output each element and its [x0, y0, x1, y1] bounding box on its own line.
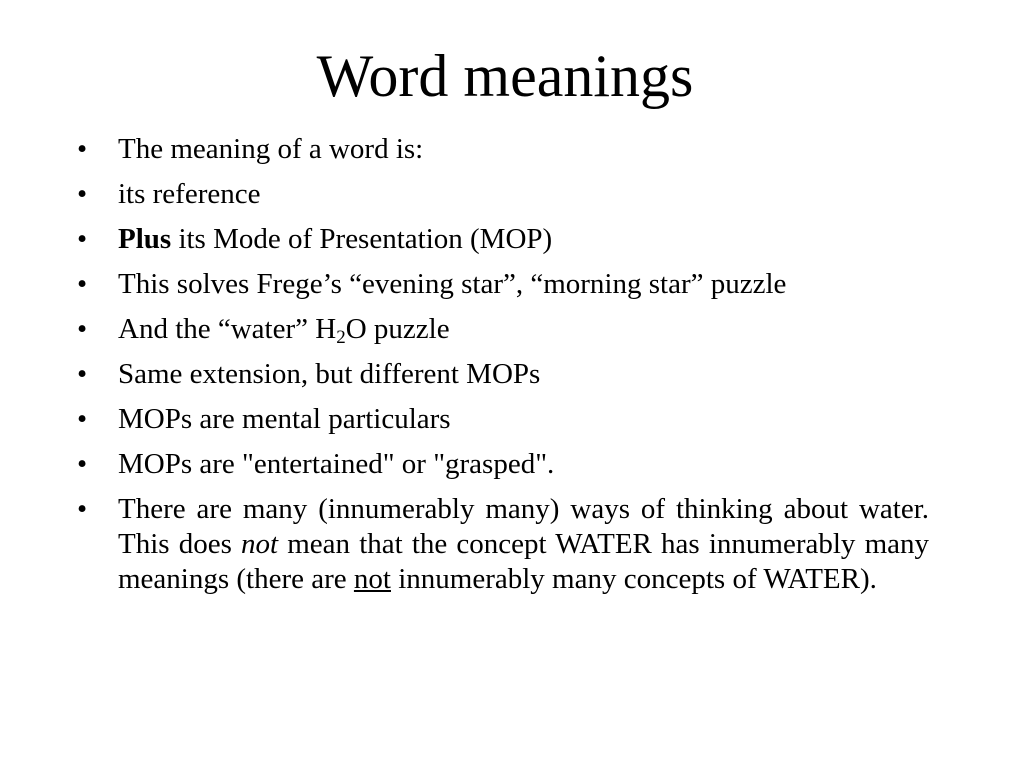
bullet-text: its Mode of Presentation (MOP) — [171, 223, 553, 255]
bullet-point: • — [77, 268, 88, 300]
italic-emphasis: not — [241, 528, 279, 560]
bullet-text: The meaning of a word is: — [118, 133, 424, 165]
underlined-emphasis: not — [353, 563, 391, 595]
bullet-item — [77, 312, 929, 347]
bullet-text: its reference — [118, 178, 261, 210]
bullet-point: • — [77, 403, 88, 435]
bullet-item — [77, 222, 929, 257]
bullet-text: MOPs are "entertained" or "grasped". — [118, 448, 555, 480]
bullet-list — [77, 132, 929, 607]
bullet-item — [77, 492, 929, 597]
bullet-item — [77, 447, 929, 482]
bullet-text: And the “water” H — [118, 313, 337, 345]
slide-title: Word meanings — [316, 43, 694, 109]
bullet-item — [77, 177, 929, 212]
bullet-point: • — [77, 313, 88, 345]
bullet-item — [77, 402, 929, 437]
bullet-point: • — [77, 133, 88, 165]
bullet-point: • — [77, 223, 88, 255]
bullet-point: • — [77, 493, 88, 525]
bullet-item — [77, 132, 929, 167]
bullet-text: O puzzle — [345, 313, 450, 345]
bullet-text: There are many (innumerably many) ways of thinking about water. This does — [118, 493, 929, 560]
bullet-text: Same extension, but different MOPs — [118, 358, 541, 390]
bullet-text: MOPs are mental particulars — [118, 403, 451, 435]
subscript: 2 — [336, 327, 346, 348]
bold-term: Plus — [118, 223, 172, 255]
bullet-item — [77, 267, 929, 302]
bullet-text: mean that the concept WATER has innumerably many meanings (there are — [118, 528, 929, 595]
bullet-item — [77, 357, 929, 392]
bullet-point: • — [77, 178, 88, 210]
bullet-text: innumerably many concepts of WATER). — [390, 563, 877, 595]
bullet-point: • — [77, 448, 88, 480]
bullet-text: This solves Frege’s “evening star”, “morning star” puzzle — [118, 268, 787, 300]
bullet-point: • — [77, 358, 88, 390]
